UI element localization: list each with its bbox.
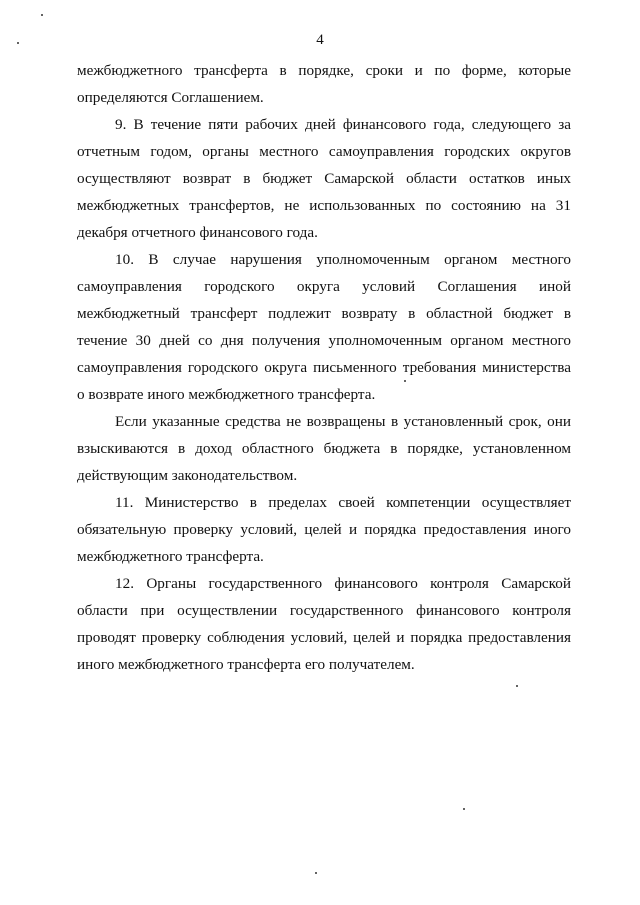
scan-speck xyxy=(463,808,465,810)
paragraph-item-12: 12. Органы государственного финансового контроля Самарской области при осуществлении государственного финансового контроля проводят проверку соблюдения условий, целей и порядка предоставления иного межбюджетного трансферта его получателем. xyxy=(77,575,571,673)
page-number: 4 xyxy=(316,32,324,48)
scan-speck xyxy=(404,380,406,382)
scan-speck xyxy=(41,14,43,16)
document-body xyxy=(77,57,571,678)
paragraph-item-11: 11. Министерство в пределах своей компетенции осуществляет обязательную проверку условий, целей и порядка предоставления иного межбюджетного трансферта. xyxy=(77,494,571,565)
scan-speck xyxy=(17,42,19,44)
paragraph-item-10-continued: Если указанные средства не возвращены в установленный срок, они взыскиваются в доход областного бюджета в порядке, установленном действующим законодательством. xyxy=(77,413,571,484)
paragraph-item-9: 9. В течение пяти рабочих дней финансового года, следующего за отчетным годом, органы местного самоуправления городских округов осуществляют возврат в бюджет Самарской области остатков иных межбюджетных трансфертов, не использованных по состоянию на 31 декабря отчетного финансового года. xyxy=(77,116,571,241)
scan-speck xyxy=(516,685,518,687)
paragraph-item-10: 10. В случае нарушения уполномоченным органом местного самоуправления городского округа условий Соглашения иной межбюджетный трансферт подлежит возврату в областной бюджет в течение 30 дней со дня получения уполномоченным органом местного самоуправления городского округа письменного требования министерства о возврате иного межбюджетного трансферта. xyxy=(77,251,571,403)
scan-speck xyxy=(315,872,317,874)
paragraph-continuation: межбюджетного трансферта в порядке, сроки и по форме, которые определяются Соглашением. xyxy=(77,62,571,106)
